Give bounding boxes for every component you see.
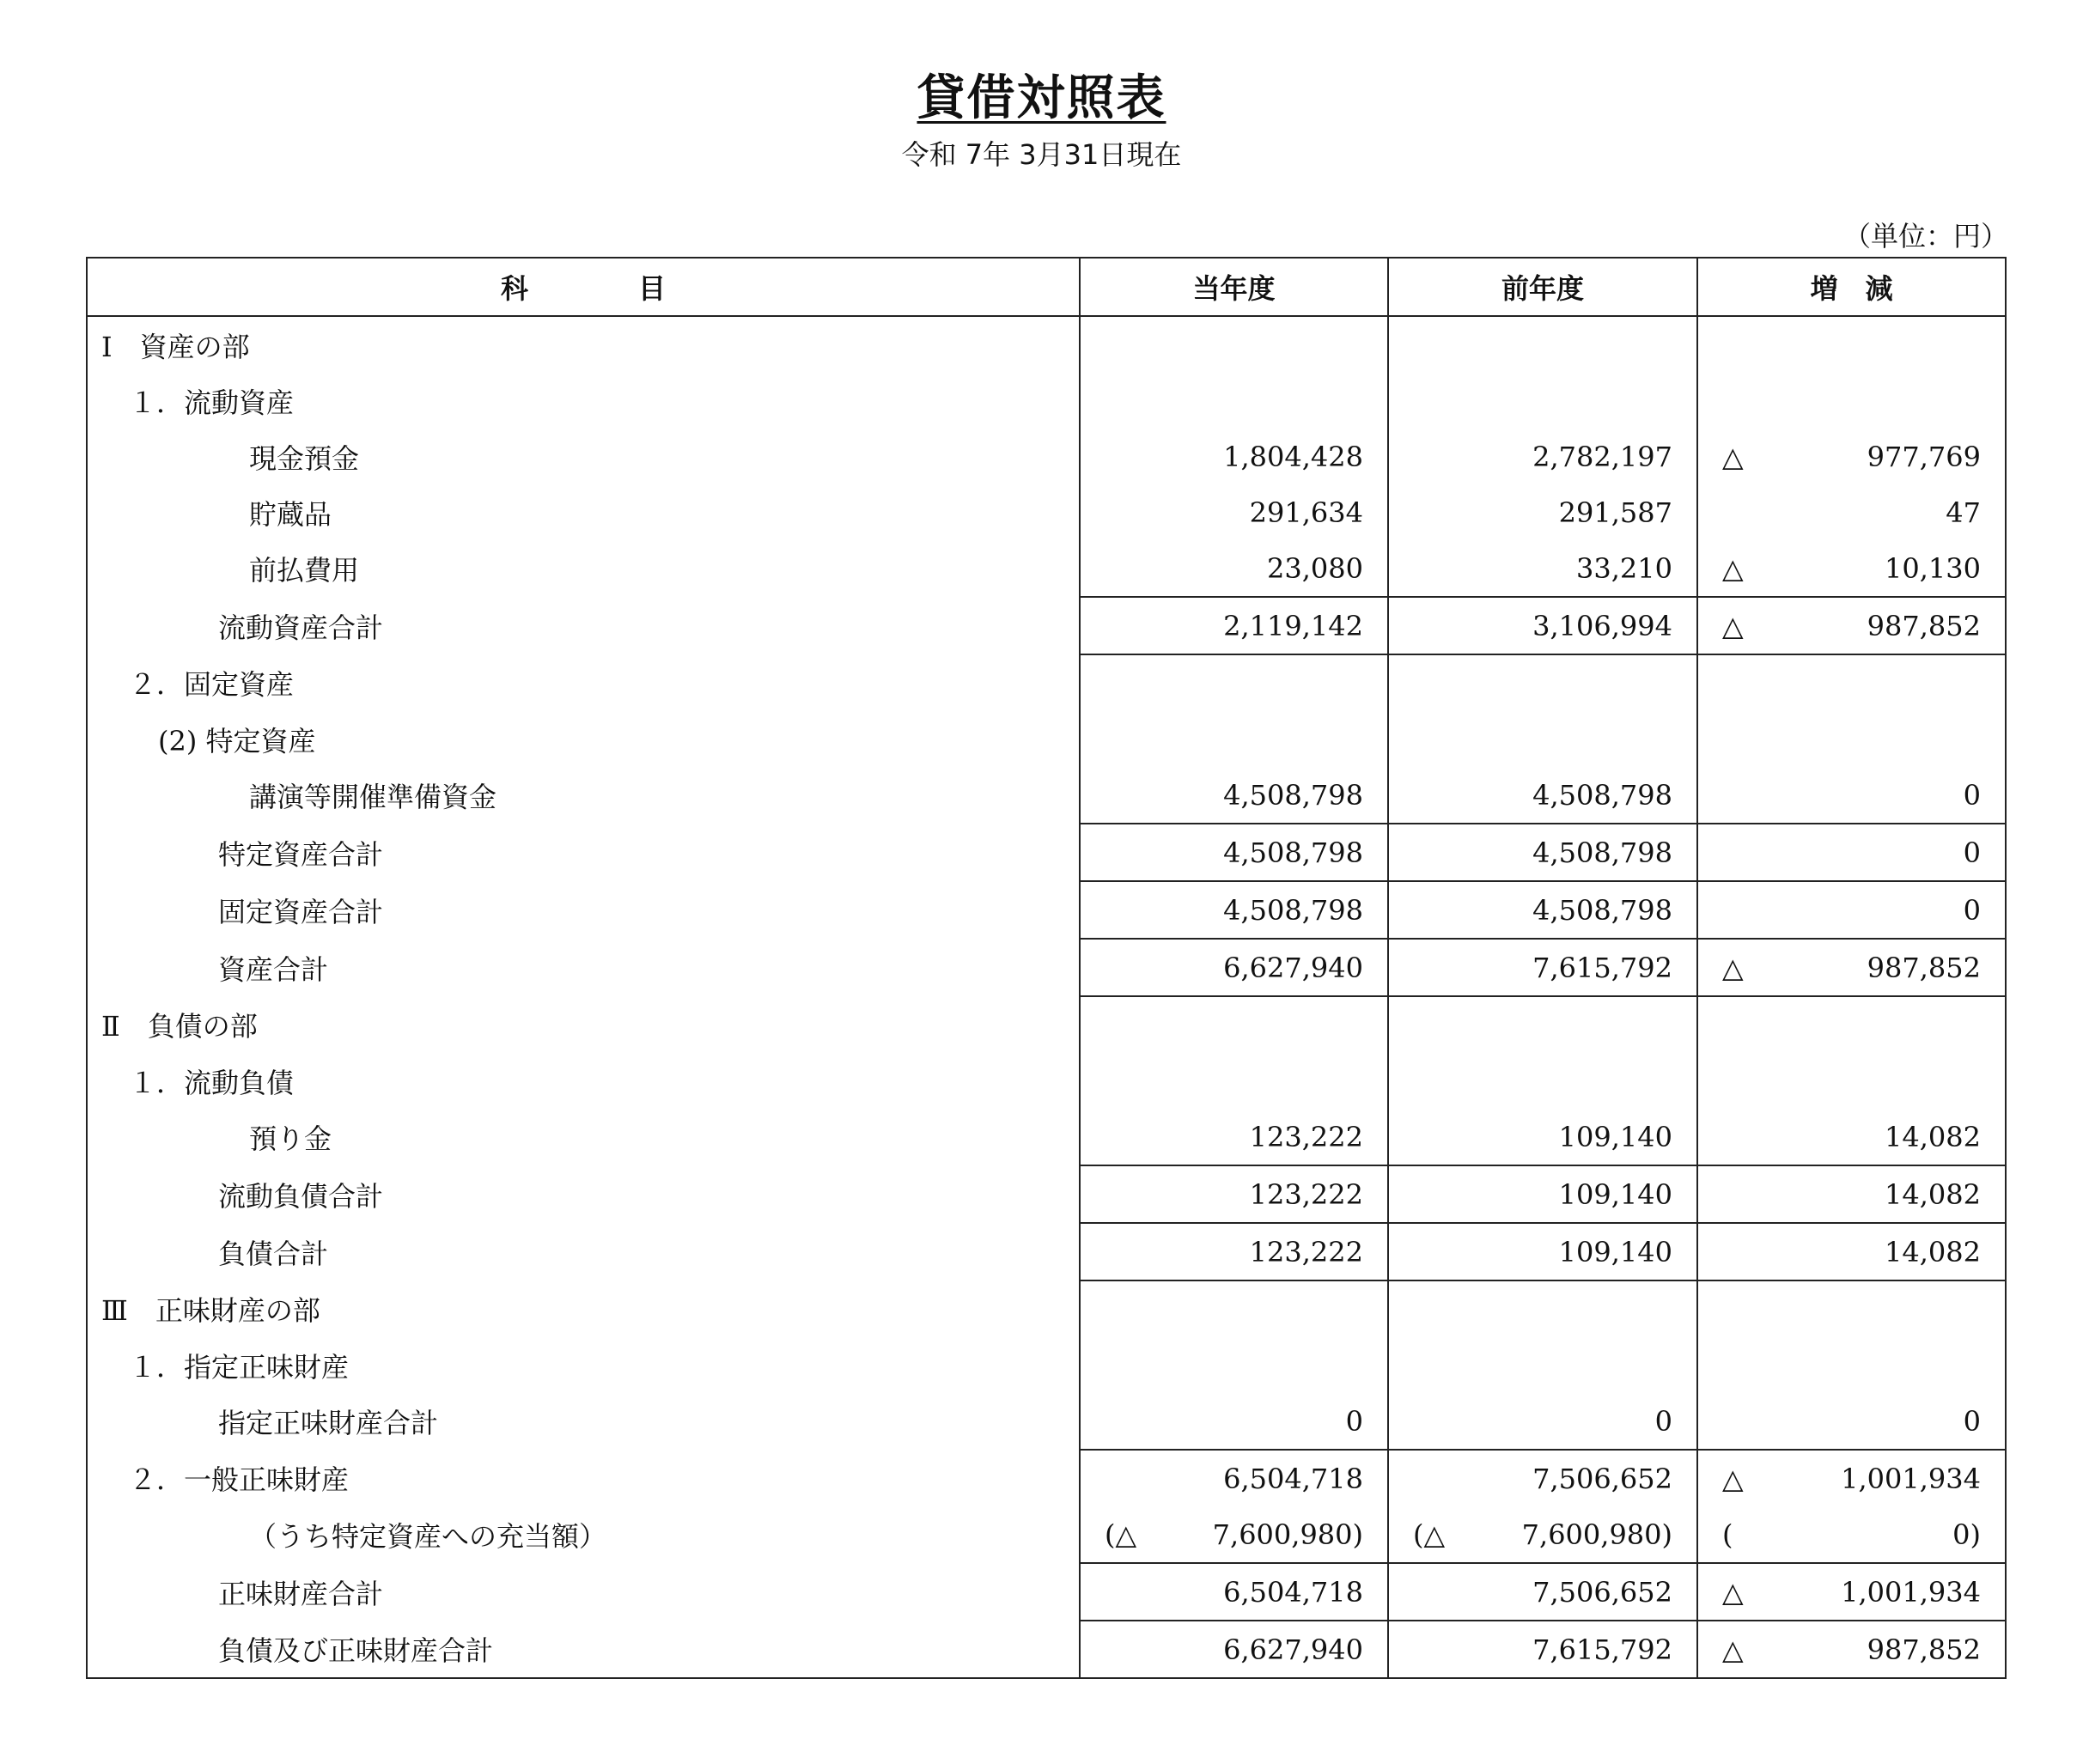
previous-value-cell (1388, 597, 1697, 654)
table-row (87, 597, 2006, 654)
change-value: 0) (1952, 1518, 1981, 1551)
change-value-cell (1697, 711, 2006, 767)
previous-value-cell (1388, 484, 1697, 540)
row-label: 特定資産合計 (87, 824, 1080, 881)
change-value-cell (1697, 429, 2006, 484)
prefix-mark: (△ (1413, 1518, 1446, 1551)
change-value-cell (1697, 939, 2006, 996)
previous-value: 2,782,197 (1532, 440, 1672, 473)
previous-value: 4,508,798 (1532, 893, 1672, 927)
change-value-cell (1697, 1109, 2006, 1165)
current-value-cell (1080, 939, 1388, 996)
previous-value-cell (1388, 1223, 1697, 1280)
current-value-cell (1080, 1280, 1388, 1337)
current-value: 123,222 (1249, 1235, 1363, 1268)
change-value-cell (1697, 316, 2006, 373)
row-label: Ⅱ 負債の部 (87, 996, 1080, 1053)
table-row (87, 767, 2006, 824)
balance-sheet-table (86, 257, 2007, 1679)
row-label: ２．固定資産 (87, 654, 1080, 711)
previous-value-cell (1388, 1165, 1697, 1223)
row-label: 流動負債合計 (87, 1165, 1080, 1223)
current-value-cell (1080, 824, 1388, 881)
table-row (87, 1337, 2006, 1393)
current-value-cell (1080, 1393, 1388, 1450)
previous-value: 33,210 (1576, 551, 1672, 585)
current-value-cell (1080, 654, 1388, 711)
prefix-mark: △ (1722, 1575, 1744, 1609)
title-text: 貸借対照表 (917, 70, 1166, 126)
previous-value-cell (1388, 711, 1697, 767)
previous-value: 7,506,652 (1532, 1575, 1672, 1609)
current-value-cell (1080, 1337, 1388, 1393)
current-value-cell (1080, 1223, 1388, 1280)
change-value: 0 (1963, 893, 1981, 927)
change-value-cell (1697, 540, 2006, 597)
current-value-cell (1080, 429, 1388, 484)
current-value: 6,627,940 (1223, 951, 1363, 984)
previous-value: 109,140 (1558, 1177, 1672, 1211)
previous-value-cell (1388, 1109, 1697, 1165)
prefix-mark: △ (1722, 551, 1744, 585)
row-label: 講演等開催準備資金 (87, 767, 1080, 824)
change-value: 987,852 (1867, 951, 1981, 984)
table-row (87, 1393, 2006, 1450)
change-value-cell (1697, 373, 2006, 429)
header-item: 科 目 (87, 258, 1080, 316)
current-value: 7,600,980) (1212, 1518, 1363, 1551)
current-value: 23,080 (1267, 551, 1363, 585)
previous-value-cell (1388, 939, 1697, 996)
previous-value: 7,506,652 (1532, 1462, 1672, 1495)
previous-value: 3,106,994 (1532, 609, 1672, 642)
previous-value-cell (1388, 1053, 1697, 1109)
current-value-cell (1080, 540, 1388, 597)
change-value: 977,769 (1867, 440, 1981, 473)
previous-value-cell (1388, 1563, 1697, 1621)
table-row (87, 540, 2006, 597)
change-value-cell (1697, 1223, 2006, 1280)
current-value: 4,508,798 (1223, 778, 1363, 812)
previous-value-cell (1388, 1337, 1697, 1393)
row-label: 前払費用 (87, 540, 1080, 597)
change-value: 47 (1946, 496, 1981, 529)
row-label: 固定資産合計 (87, 881, 1080, 939)
change-value-cell (1697, 996, 2006, 1053)
current-value-cell (1080, 767, 1388, 824)
previous-value-cell (1388, 316, 1697, 373)
previous-value-cell (1388, 881, 1697, 939)
table-row (87, 654, 2006, 711)
change-value-cell (1697, 1506, 2006, 1563)
current-value: 4,508,798 (1223, 893, 1363, 927)
previous-value: 109,140 (1558, 1235, 1672, 1268)
table-row (87, 939, 2006, 996)
prefix-mark: △ (1722, 1462, 1744, 1495)
table-row (87, 1450, 2006, 1506)
current-value: 291,634 (1249, 496, 1363, 529)
change-value: 14,082 (1885, 1177, 1981, 1211)
row-label: Ⅲ 正味財産の部 (87, 1280, 1080, 1337)
current-value-cell (1080, 1563, 1388, 1621)
prefix-mark: (△ (1105, 1518, 1137, 1551)
current-value: 0 (1345, 1404, 1363, 1438)
previous-value: 109,140 (1558, 1120, 1672, 1153)
row-label: 指定正味財産合計 (87, 1393, 1080, 1450)
change-value: 0 (1963, 778, 1981, 812)
current-value-cell (1080, 1053, 1388, 1109)
table-row (87, 1621, 2006, 1678)
change-value-cell (1697, 1393, 2006, 1450)
current-value: 123,222 (1249, 1177, 1363, 1211)
table-row (87, 711, 2006, 767)
table-row (87, 996, 2006, 1053)
previous-value-cell (1388, 654, 1697, 711)
change-value-cell (1697, 824, 2006, 881)
change-value-cell (1697, 767, 2006, 824)
row-label: １．流動資産 (87, 373, 1080, 429)
change-value: 1,001,934 (1841, 1462, 1981, 1495)
change-value-cell (1697, 1280, 2006, 1337)
row-label: 資産合計 (87, 939, 1080, 996)
row-label: 現金預金 (87, 429, 1080, 484)
prefix-mark: △ (1722, 440, 1744, 473)
unit-label: （単位：円） (1842, 220, 2008, 252)
prefix-mark: △ (1722, 951, 1744, 984)
table-row (87, 1506, 2006, 1563)
previous-value-cell (1388, 767, 1697, 824)
previous-value: 7,615,792 (1532, 1633, 1672, 1666)
row-label: １．流動負債 (87, 1053, 1080, 1109)
change-value-cell (1697, 1053, 2006, 1109)
previous-value: 4,508,798 (1532, 778, 1672, 812)
row-label: 貯蔵品 (87, 484, 1080, 540)
previous-value: 0 (1654, 1404, 1672, 1438)
table-row (87, 484, 2006, 540)
change-value-cell (1697, 654, 2006, 711)
change-value: 0 (1963, 836, 1981, 869)
previous-value: 7,600,980) (1521, 1518, 1672, 1551)
change-value: 10,130 (1885, 551, 1981, 585)
previous-value-cell (1388, 1506, 1697, 1563)
change-value-cell (1697, 1337, 2006, 1393)
table-header-row (87, 258, 2006, 316)
previous-value-cell (1388, 540, 1697, 597)
current-value: 1,804,428 (1223, 440, 1363, 473)
change-value-cell (1697, 1563, 2006, 1621)
previous-value-cell (1388, 1621, 1697, 1678)
change-value-cell (1697, 1450, 2006, 1506)
previous-value-cell (1388, 1393, 1697, 1450)
table-row (87, 1280, 2006, 1337)
header-current-year: 当年度 (1080, 258, 1388, 316)
current-value: 6,504,718 (1223, 1462, 1363, 1495)
row-label: 流動資産合計 (87, 597, 1080, 654)
previous-value-cell (1388, 1450, 1697, 1506)
prefix-mark: ( (1722, 1518, 1733, 1551)
header-previous-year: 前年度 (1388, 258, 1697, 316)
table-row (87, 429, 2006, 484)
previous-value-cell (1388, 1280, 1697, 1337)
current-value-cell (1080, 1450, 1388, 1506)
current-value-cell (1080, 373, 1388, 429)
previous-value-cell (1388, 429, 1697, 484)
document-title (0, 60, 2083, 129)
table-row (87, 1563, 2006, 1621)
row-label: １．指定正味財産 (87, 1337, 1080, 1393)
row-label: 負債及び正味財産合計 (87, 1621, 1080, 1678)
current-value-cell (1080, 711, 1388, 767)
previous-value-cell (1388, 373, 1697, 429)
table-row (87, 316, 2006, 373)
change-value: 1,001,934 (1841, 1575, 1981, 1609)
row-label: Ⅰ 資産の部 (87, 316, 1080, 373)
current-value-cell (1080, 881, 1388, 939)
prefix-mark: △ (1722, 1633, 1744, 1666)
current-value-cell (1080, 484, 1388, 540)
change-value: 14,082 (1885, 1235, 1981, 1268)
change-value-cell (1697, 597, 2006, 654)
current-value-cell (1080, 1621, 1388, 1678)
change-value-cell (1697, 1621, 2006, 1678)
prefix-mark: △ (1722, 609, 1744, 642)
current-value-cell (1080, 996, 1388, 1053)
row-label: 負債合計 (87, 1223, 1080, 1280)
row-label: 正味財産合計 (87, 1563, 1080, 1621)
table-row (87, 824, 2006, 881)
change-value: 987,852 (1867, 609, 1981, 642)
table-row (87, 1109, 2006, 1165)
current-value: 6,627,940 (1223, 1633, 1363, 1666)
previous-value: 4,508,798 (1532, 836, 1672, 869)
table-row (87, 1053, 2006, 1109)
previous-value-cell (1388, 996, 1697, 1053)
row-label: ２．一般正味財産 (87, 1450, 1080, 1506)
current-value-cell (1080, 316, 1388, 373)
current-value-cell (1080, 1165, 1388, 1223)
change-value: 0 (1963, 1404, 1981, 1438)
previous-value-cell (1388, 824, 1697, 881)
current-value-cell (1080, 597, 1388, 654)
header-change: 増 減 (1697, 258, 2006, 316)
previous-value: 291,587 (1558, 496, 1672, 529)
current-value: 6,504,718 (1223, 1575, 1363, 1609)
change-value-cell (1697, 484, 2006, 540)
table-row (87, 373, 2006, 429)
document-date: 令和 7年 3月31日現在 (901, 138, 1182, 171)
current-value-cell (1080, 1109, 1388, 1165)
previous-value: 7,615,792 (1532, 951, 1672, 984)
current-value: 2,119,142 (1223, 609, 1363, 642)
table-row (87, 1223, 2006, 1280)
row-label: 預り金 (87, 1109, 1080, 1165)
change-value-cell (1697, 881, 2006, 939)
row-label: （うち特定資産への充当額） (87, 1506, 1080, 1563)
current-value-cell (1080, 1506, 1388, 1563)
row-label: (2) 特定資産 (87, 711, 1080, 767)
change-value-cell (1697, 1165, 2006, 1223)
change-value: 987,852 (1867, 1633, 1981, 1666)
current-value: 4,508,798 (1223, 836, 1363, 869)
table-row (87, 1165, 2006, 1223)
change-value: 14,082 (1885, 1120, 1981, 1153)
table-row (87, 881, 2006, 939)
current-value: 123,222 (1249, 1120, 1363, 1153)
